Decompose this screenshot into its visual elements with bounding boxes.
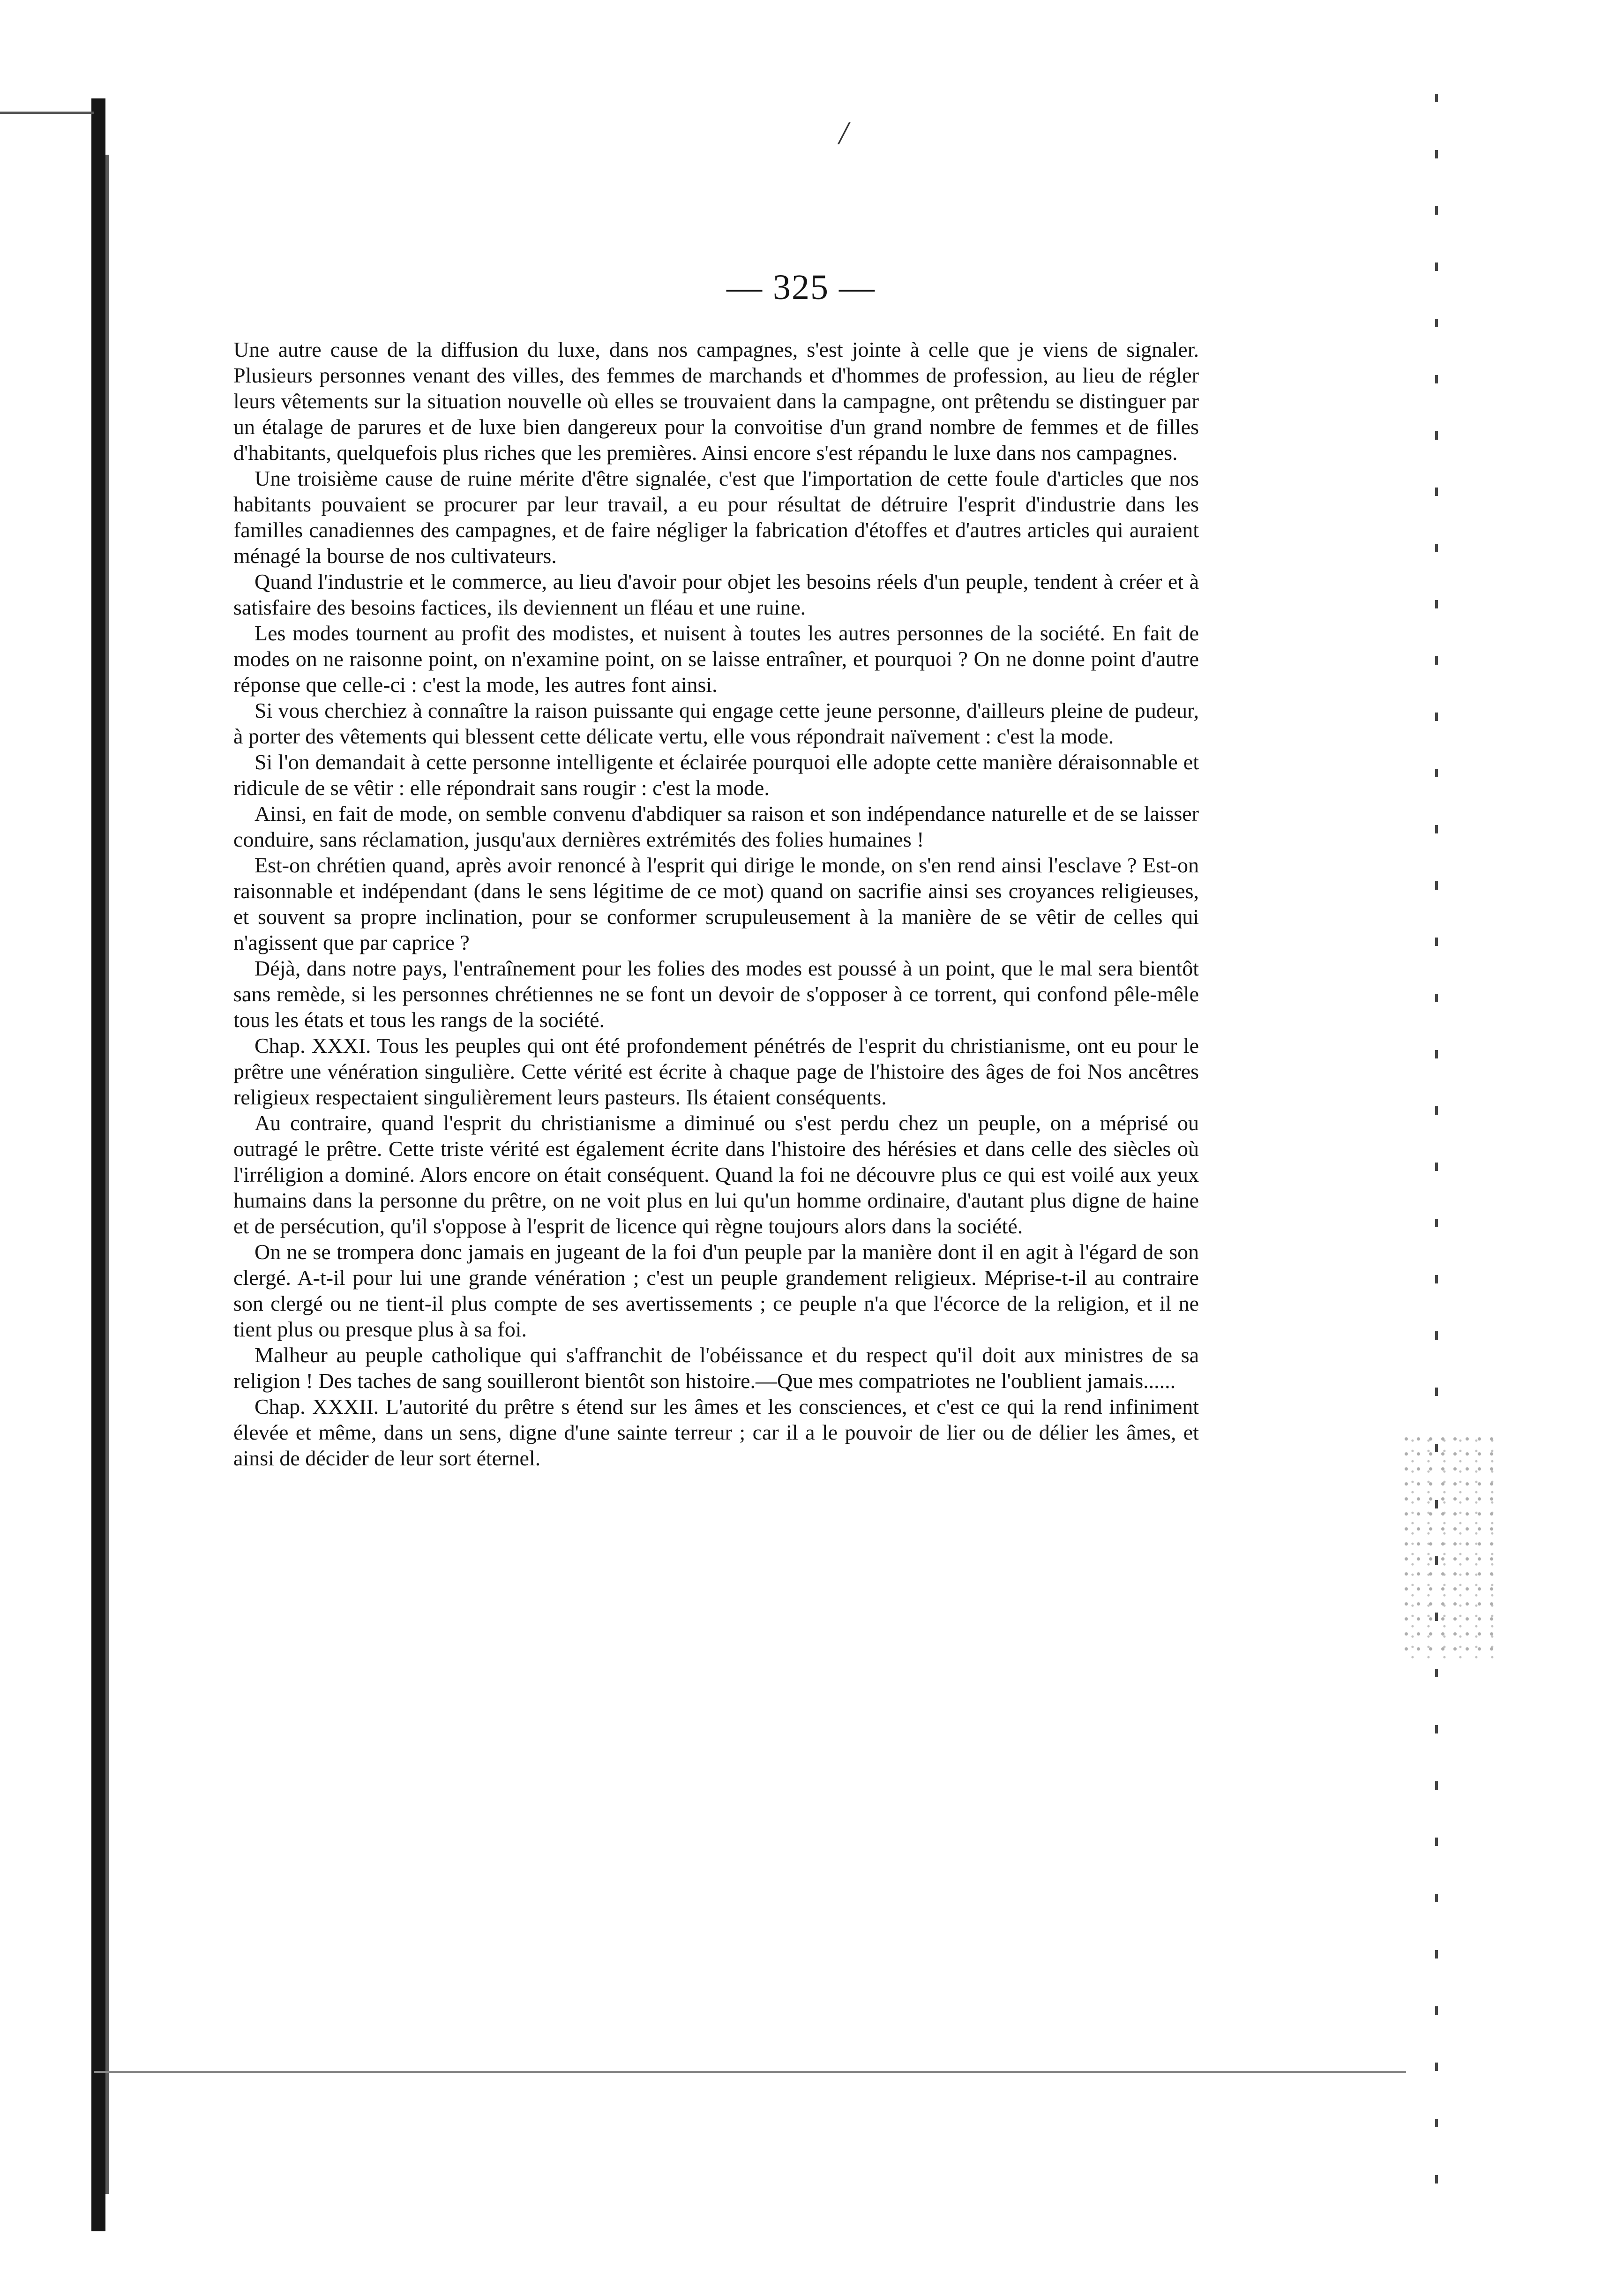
chapter-paragraph: Chap. XXXII. L'autorité du prêtre s étend sur les âmes et les consciences, et c'est ce qui la rend infiniment élevée et même, dans un sens, digne d'une sainte terreur ; car il a le pouvoir de lier ou de délier les âmes, et ainsi de décider de leur sort éternel. — [233, 1395, 1199, 1470]
binding-edge-highlight — [105, 155, 109, 2194]
paragraph: Malheur au peuple catholique qui s'affranchit de l'obéissance et du respect qu'il doit aux ministres de sa religion ! Des taches de sang souilleront bientôt son histoire.—Que mes compatriotes ne l'oublient jamais...... — [233, 1343, 1199, 1393]
scan-top-rule — [0, 112, 94, 114]
page-number: — 325 — — [726, 268, 876, 307]
chapter-paragraph: Chap. XXXI. Tous les peuples qui ont été profondement pénétrés de l'esprit du christianisme, ont eu pour le prêtre une vénération singulière. Cette vérité est écrite à chaque page de l'histoire des âges de foi Nos ancêtres religieux respectaient singulièrement leurs pasteurs. Ils étaient conséquents. — [233, 1034, 1199, 1109]
paragraph: Une troisième cause de ruine mérite d'être signalée, c'est que l'importation de cette foule d'articles que nos habitants pouvaient se procurer par leur travail, a eu pour résultat de détruire l'esprit d'industrie dans les familles canadiennes des campagnes, et de faire négliger la fabrication d'étoffes et d'autres articles qui auraient ménagé la bourse de nos cultivateurs. — [233, 466, 1199, 568]
paragraph: Les modes tournent au profit des modistes, et nuisent à toutes les autres personnes de la société. En fait de modes on ne raisonne point, on n'examine point, on se laisse entraîner, et pourquoi ? On ne donne point d'autre réponse que celle-ci : c'est la mode, les autres font ainsi. — [233, 621, 1199, 697]
paragraph: Une autre cause de la diffusion du luxe, dans nos campagnes, s'est jointe à celle que je viens de signaler. Plusieurs personnes venant des villes, des femmes de marchands et d'hommes de profession, au lieu de régler leurs vêtements sur la situation nouvelle où elles se trouvaient dans la campagne, ont prêtendu se distinguer par un étalage de parures et de luxe bien dangereux pour la convoitise d'un grand nombre de femmes et de filles d'habitants, quelquefois plus riches que les premières. Ainsi encore s'est répandu le luxe dans nos campagnes. — [233, 338, 1199, 465]
paragraph: Si l'on demandait à cette personne intelligente et éclairée pourquoi elle adopte cette manière déraisonnable et ridicule de se vêtir : elle répondrait sans rougir : c'est la mode. — [233, 750, 1199, 800]
scan-right-edge-marks — [1435, 94, 1438, 2203]
paragraph: Quand l'industrie et le commerce, au lieu d'avoir pour objet les besoins réels d'un peuple, tendent à créer et à satisfaire des besoins factices, ils deviennent un fléau et une ruine. — [233, 570, 1199, 619]
binding-edge-shadow — [91, 98, 105, 2231]
paragraph: Si vous cherchiez à connaître la raison puissante qui engage cette jeune personne, d'ailleurs pleine de pudeur, à porter des vêtements qui blessent cette délicate vertu, elle vous répondrait naïvement : c'est la mode. — [233, 698, 1199, 748]
paragraph: Au contraire, quand l'esprit du christianisme a diminué ou s'est perdu chez un peuple, on a méprisé ou outragé le prêtre. Cette triste vérité est également écrite dans l'histoire des hérésies et dans celle des siècles où l'irréligion a dominé. Alors encore on était conséquent. Quand la foi ne découvre plus ce qui est voilé aux yeux humains dans la personne du prêtre, on ne voit plus en lui qu'un homme ordinaire, d'autant plus digne de haine et de persécution, qu'il s'oppose à l'esprit de licence qui règne toujours alors dans la société. — [233, 1111, 1199, 1238]
body-text — [233, 337, 1199, 1471]
top-handwritten-mark: / — [839, 115, 848, 151]
scan-bottom-rule — [94, 2071, 1406, 2073]
paragraph: On ne se trompera donc jamais en jugeant de la foi d'un peuple par la manière dont il en agit à l'égard de son clergé. A-t-il pour lui une grande vénération ; c'est un peuple grandement religieux. Méprise-t-il au contraire son clergé ou ne tient-il plus compte de ses avertissements ; ce peuple n'a que l'écorce de la religion, et il ne tient plus ou presque plus à sa foi. — [233, 1240, 1199, 1341]
paragraph: Ainsi, en fait de mode, on semble convenu d'abdiquer sa raison et son indépendance naturelle et de se laisser conduire, sans réclamation, jusqu'aux dernières extrémités des folies humaines ! — [233, 802, 1199, 851]
scan-speckle-noise — [1401, 1434, 1495, 1659]
paragraph: Est-on chrétien quand, après avoir renoncé à l'esprit qui dirige le monde, on s'en rend ainsi l'esclave ? Est-on raisonnable et indépendant (dans le sens légitime de ce mot) quand on sacrifie ainsi ses croyances religieuses, et souvent sa propre inclination, pour se conformer scrupuleusement à la manière de se vêtir de celles qui n'agissent que par caprice ? — [233, 853, 1199, 954]
paragraph: Déjà, dans notre pays, l'entraînement pour les folies des modes est poussé à un point, que le mal sera bientôt sans remède, si les personnes chrétiennes ne se font un devoir de s'opposer à ce torrent, qui confond pêle-mêle tous les états et tous les rangs de la société. — [233, 956, 1199, 1032]
